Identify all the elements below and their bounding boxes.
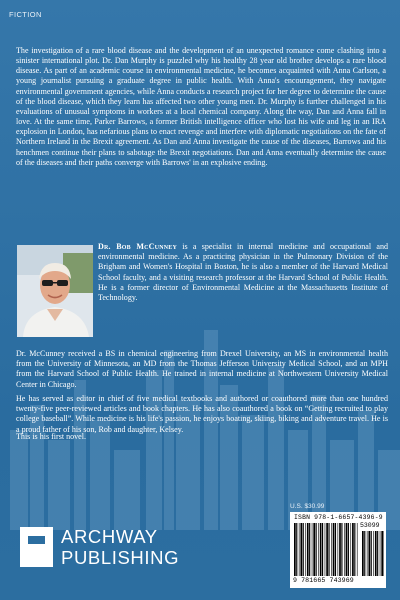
barcode-main-bars bbox=[294, 523, 358, 576]
barcode-bar bbox=[322, 523, 323, 576]
barcode-bar bbox=[375, 531, 377, 576]
barcode-bar bbox=[328, 523, 329, 576]
author-name: Dr. Bob McCunney bbox=[98, 242, 178, 251]
barcode-bar bbox=[303, 523, 304, 576]
barcode-bar bbox=[309, 523, 310, 576]
ean-digits: 9 781665 743969 bbox=[293, 577, 354, 584]
barcode-bar bbox=[326, 523, 328, 576]
isbn-number: ISBN 978-1-6657-4396-9 bbox=[294, 514, 383, 521]
book-synopsis: The investigation of a rare blood disease and the development of an unexpected romance come clashing into a sinister international plot. Dr. Dan Murphy is puzzled why his healthy 28 year old brother develops a rare blood disease. As part of an academic course in environmental medicine, he becomes acquainted with Anna Carlson, a young journalist pursuing a graduate degree in public health. With Anna's encouragement, they navigate environmental government agencies, while Anna conducts a research project for her degree to determine the cause of the blood disease, which they learn has affected two other young men. Dr. Murphy is further challenged in his evaluations of unusual symptoms in workers at a local chemical company. Along the way, Dan and Anna fall in love. At the same time, Parker Barrows, a former British intelligence officer who lost his wife and leg in an IRA explosion in London, has nefarious plans to enact revenge and interfere with diplomatic negotiations on the fate of Northern Ireland in the Brexit agreement. As Dan and Anna investigate the cause of the diseases, Barrows and his henchmen continue their plans to sabotage the Brexit negotiations. Dan and Anna eventually determine the cause of the diseases and their paths converge with Barrows' in an explosive ending. bbox=[16, 46, 386, 167]
barcode-bar bbox=[333, 523, 335, 576]
barcode-bar bbox=[354, 523, 355, 576]
barcode-bar bbox=[371, 531, 372, 576]
price-label: U.S. $30.99 bbox=[290, 503, 325, 510]
barcode-bar bbox=[316, 523, 317, 576]
publisher-logo bbox=[20, 525, 195, 571]
barcode-bar bbox=[341, 523, 342, 576]
archway-mark-icon bbox=[20, 527, 53, 567]
publisher-name-line-2: PUBLISHING bbox=[61, 547, 180, 568]
author-photo bbox=[17, 245, 93, 337]
barcode-bar bbox=[338, 523, 339, 576]
barcode-bar bbox=[362, 531, 364, 576]
barcode-addon-digits: 53099 bbox=[360, 522, 380, 529]
barcode-bar bbox=[364, 531, 365, 576]
barcode-bar bbox=[381, 531, 383, 576]
author-bio-paragraph-1 bbox=[98, 242, 388, 303]
author-bio-paragraph-4: This is his first novel. bbox=[16, 432, 86, 441]
barcode-bar bbox=[339, 523, 341, 576]
barcode-bar bbox=[352, 523, 354, 576]
barcode-bar bbox=[367, 531, 368, 576]
barcode-bar bbox=[380, 531, 381, 576]
barcode-bar bbox=[357, 523, 358, 576]
genre-label: FICTION bbox=[9, 10, 42, 19]
barcode-bar bbox=[305, 523, 306, 576]
barcode-bar bbox=[373, 531, 374, 576]
barcode-bar bbox=[344, 523, 345, 576]
barcode-bar bbox=[312, 523, 313, 576]
barcode-bar bbox=[320, 523, 322, 576]
author-portrait-image bbox=[17, 245, 93, 337]
barcode-bar bbox=[313, 523, 315, 576]
barcode-bar bbox=[318, 523, 319, 576]
barcode-bar bbox=[348, 523, 349, 576]
author-bio-text-1: is a specialist in internal medicine and occupational and environmental medicine. As a practicing physician in the Pulmonary Division of the Brigham and Women's Hospital in Boston, he is also a member of the Harvard Medical School faculty, and a visiting research professor at the Harvard School of Public Health. He is a former director of Environmental Medicine at the Massachusetts Institute of Technology. bbox=[98, 242, 388, 303]
barcode-bar bbox=[331, 523, 332, 576]
isbn-barcode bbox=[290, 512, 386, 588]
author-bio-paragraph-3: He has served as editor in chief of five medical textbooks and authored or coauthored more than one hundred twenty-five peer-reviewed articles and book chapters. He has also coauthored a book on “Getting recruited to play college baseball”. While medicine is his life's passion, he enjoys boating, skiing, biking and adventure travel. He is a proud father of his son, Rob and daughter, Kelsey. bbox=[16, 394, 388, 434]
barcode-bar bbox=[350, 523, 351, 576]
barcode-bar bbox=[300, 523, 302, 576]
barcode-bar bbox=[325, 523, 326, 576]
barcode-bar bbox=[335, 523, 336, 576]
barcode-bar bbox=[377, 531, 378, 576]
barcode-addon-bars bbox=[362, 531, 384, 576]
barcode-bar bbox=[346, 523, 348, 576]
barcode-bar bbox=[296, 523, 297, 576]
barcode-bar bbox=[294, 523, 296, 576]
author-bio-paragraph-2: Dr. McCunney received a BS in chemical engineering from Drexel University, an MS in environmental health from the University of Minnesota, an MD from the Thomas Jefferson University Medical School, and an MPH from the Harvard School of Public Health. He trained in internal medicine at Northwestern University Medical Center in Chicago. bbox=[16, 349, 388, 389]
barcode-bar bbox=[299, 523, 300, 576]
barcode-bar bbox=[307, 523, 309, 576]
publisher-name-line-1: ARCHWAY bbox=[61, 526, 158, 547]
barcode-bar bbox=[368, 531, 370, 576]
